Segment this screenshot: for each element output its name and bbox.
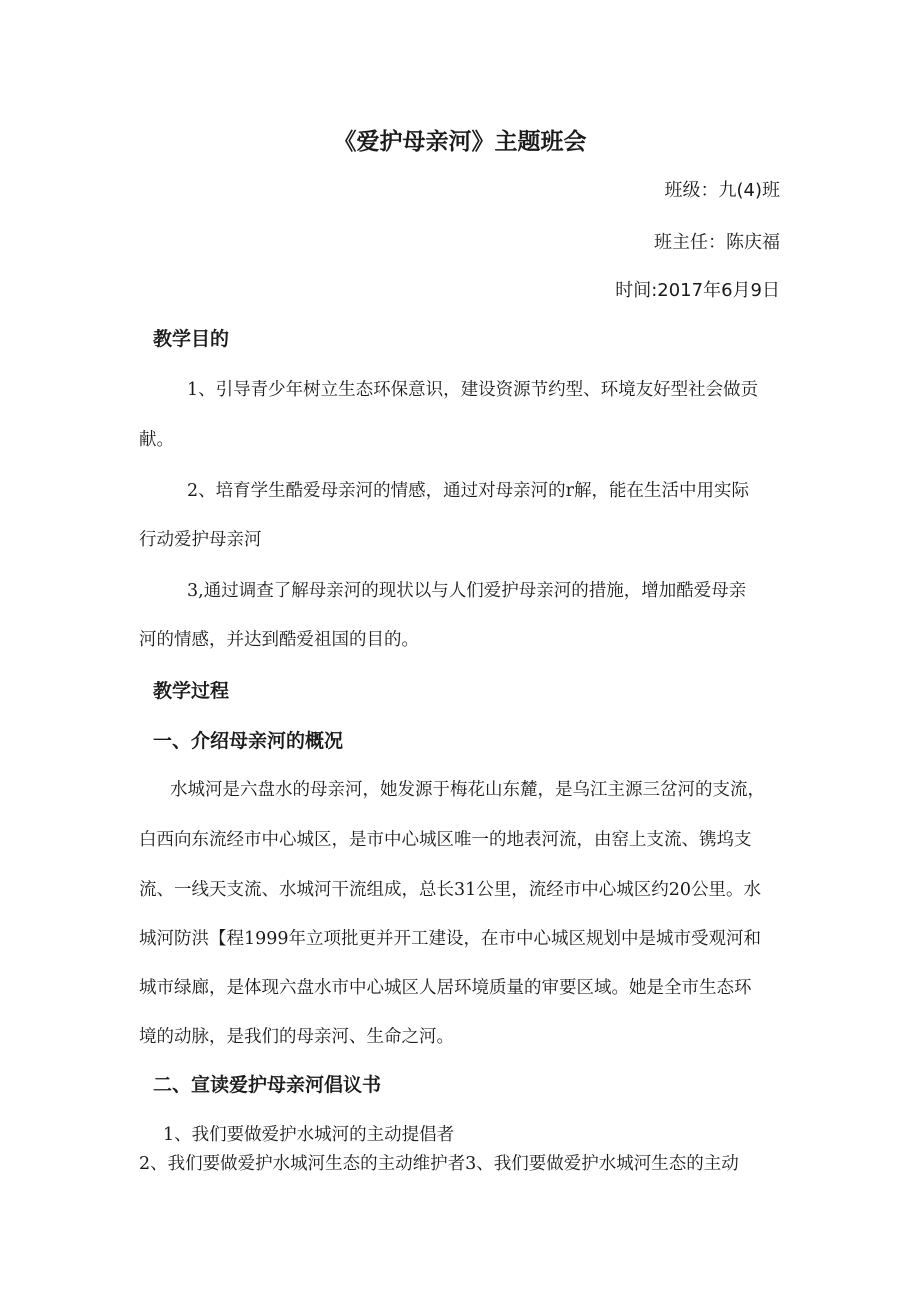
process-heading: 教学过程 — [153, 680, 230, 702]
objective-line: 行动爱护母亲河 — [139, 530, 262, 550]
section-2-line: 2、我们要做爱护水城河生态的主动维护者3、我们要做爱护水城河生态的主动 — [139, 1154, 739, 1174]
teacher-info: 班主任：陈庆福 — [654, 232, 780, 253]
section-1-line: 水城河是六盘水的母亲河，她发源于梅花山东麓，是乌江主源三岔河的支流， — [170, 780, 765, 800]
date-info: 时间:2017年6月9日 — [615, 280, 780, 301]
section-2-line: 1、我们要做爱护水城河的主动提倡者 — [163, 1125, 455, 1145]
section-1-line: 城市绿廊，是体现六盘水市中心城区人居环境质量的审要区域。她是全市生态环 — [139, 978, 752, 998]
objective-line: 3,通过调查了解母亲河的现状以与人们爱护母亲河的措施，增加酷爱母亲 — [187, 581, 747, 601]
objective-line: 河的情感，并达到酷爱祖国的目的。 — [139, 630, 419, 650]
objective-line: 1、引导青少年树立生态环保意识，建设资源节约型、环境友好型社会做贡 — [187, 380, 759, 400]
section-1-line: 境的动脉，是我们的母亲河、生命之河。 — [139, 1027, 454, 1047]
section-1-heading: 一、介绍母亲河的概况 — [153, 730, 344, 752]
objective-line: 2、培育学生酷爱母亲河的情感，通过对母亲河的r解，能在生活中用实际 — [187, 481, 749, 501]
page-title: 《爱护母亲河》主题班会 — [333, 129, 587, 155]
section-1-line: 城河防洪【程1999年立项批更并开工建设，在市中心城区规划中是城市受观河和 — [139, 929, 762, 949]
section-1-line: 白西向东流经市中心城区，是市中心城区唯一的地表河流，由窑上支流、镌坞支 — [139, 830, 752, 850]
objectives-heading: 教学目的 — [153, 328, 230, 350]
section-2-heading: 二、宣读爱护母亲河倡议书 — [153, 1074, 382, 1096]
objective-line: 献。 — [139, 430, 174, 450]
class-info: 班级：九(4)班 — [664, 180, 780, 201]
section-1-line: 流、一线天支流、水城河干流组成，总长31公里，流经市中心城区约20公里。水 — [139, 880, 762, 900]
